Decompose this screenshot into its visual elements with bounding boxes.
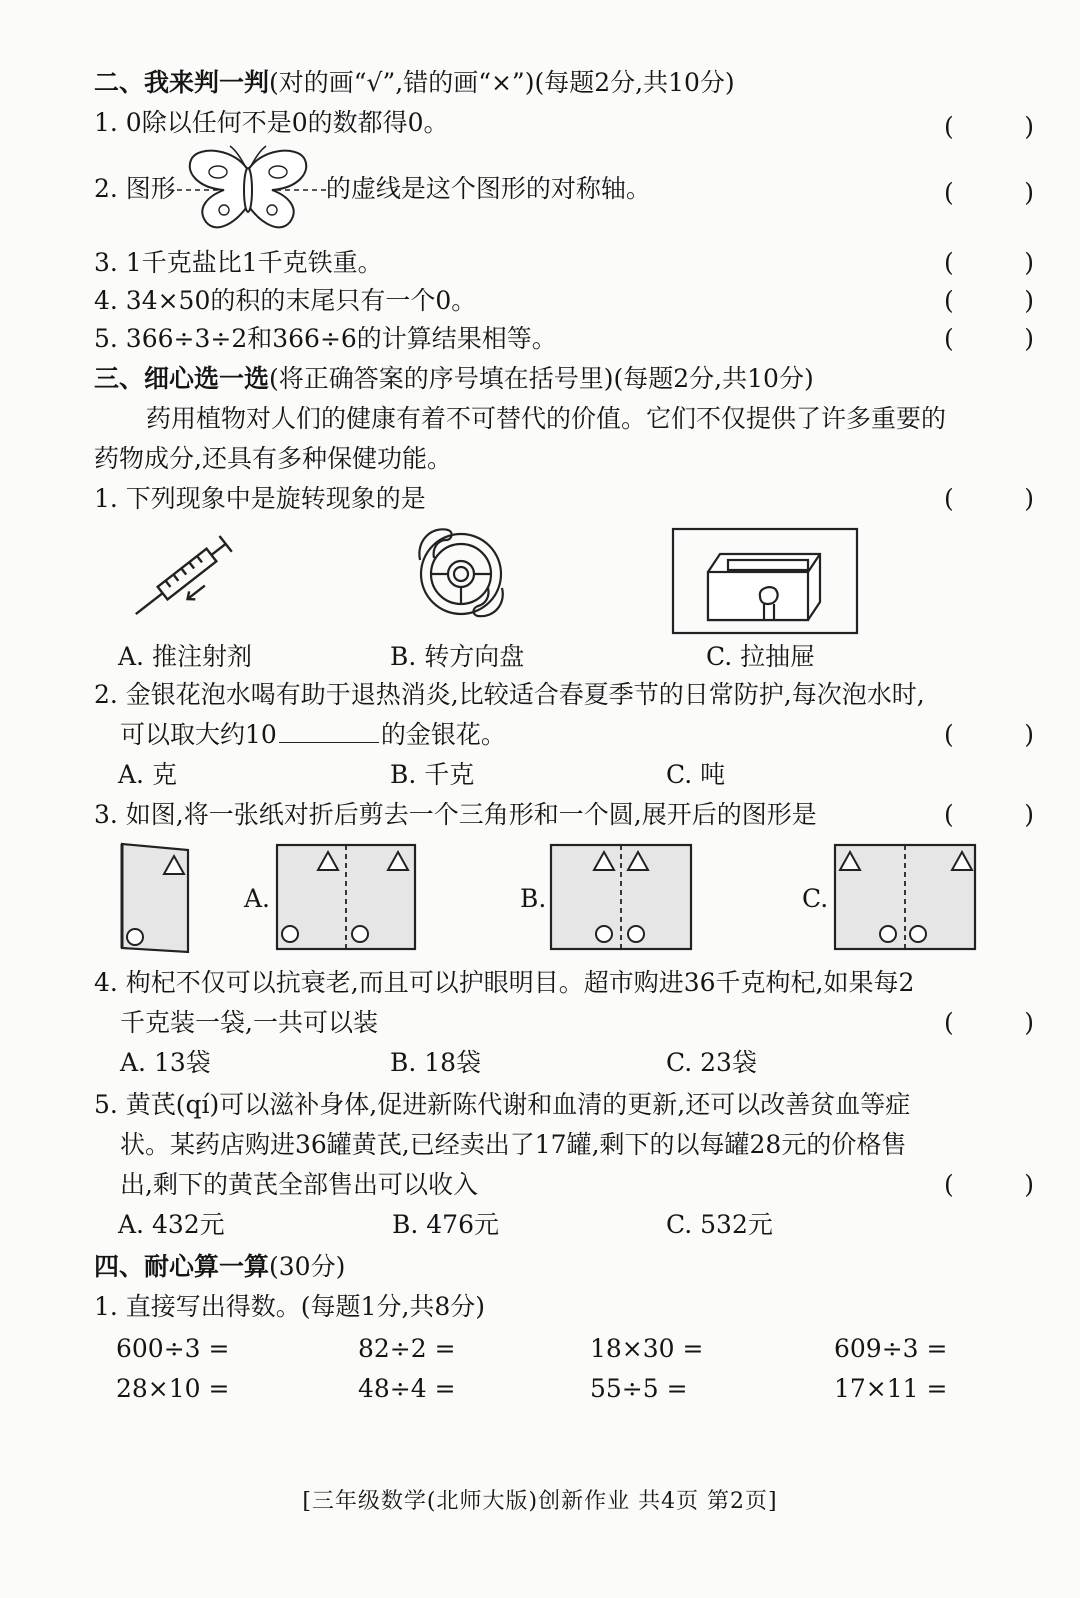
q4-option-c: C. 23袋: [666, 1048, 757, 1077]
answer-paren[interactable]: ( ): [944, 324, 1034, 353]
q2-option-b: B. 千克: [390, 760, 475, 789]
q1-option-b: B. 转方向盘: [390, 642, 525, 671]
section3-heading: 三、细心选一选(将正确答案的序号填在括号里)(每题2分,共10分): [94, 364, 814, 393]
page-footer: [三年级数学(北师大版)创新作业 共4页 第2页]: [302, 1489, 778, 1514]
intro-line2: 药物成分,还具有多种保健功能。: [94, 444, 452, 473]
judge-q2-post: 的虚线是这个图形的对称轴。: [325, 174, 651, 203]
q5-option-b: B. 476元: [392, 1210, 499, 1239]
judge-q2-pre: 2. 图形: [94, 174, 176, 203]
choice-q1: 1. 下列现象中是旋转现象的是: [94, 484, 426, 513]
calc-item: 17×11 =: [834, 1374, 948, 1403]
calc-item: 28×10 =: [116, 1374, 230, 1403]
q3-label-a: A.: [244, 884, 271, 913]
steering-wheel-icon: [406, 520, 516, 624]
choice-q5-line2: 状。某药店购进36罐黄芪,已经卖出了17罐,剩下的以每罐28元的价格售: [120, 1130, 907, 1159]
choice-q2-line2: 可以取大约10 的金银花。: [120, 720, 506, 749]
option-b-figure: [550, 844, 692, 950]
answer-paren[interactable]: ( ): [944, 178, 1034, 207]
q4-option-b: B. 18袋: [390, 1048, 482, 1077]
calc-item: 48÷4 =: [358, 1374, 456, 1403]
q4-option-a: A. 13袋: [120, 1048, 211, 1077]
q5-option-a: A. 432元: [118, 1210, 225, 1239]
q2-option-a: A. 克: [118, 760, 177, 789]
choice-q5-line3: 出,剩下的黄芪全部售出可以收入: [120, 1170, 478, 1199]
choice-q3: 3. 如图,将一张纸对折后剪去一个三角形和一个圆,展开后的图形是: [94, 800, 817, 829]
judge-q4: 4. 34×50的积的末尾只有一个0。: [94, 286, 477, 315]
intro-line1: 药用植物对人们的健康有着不可替代的价值。它们不仅提供了许多重要的: [146, 404, 947, 433]
folded-paper-figure: [118, 842, 192, 954]
q5-option-c: C. 532元: [666, 1210, 773, 1239]
answer-paren[interactable]: ( ): [944, 484, 1034, 513]
calc-item: 609÷3 =: [834, 1334, 948, 1363]
answer-paren[interactable]: ( ): [944, 112, 1034, 141]
judge-q1: 1. 0除以任何不是0的数都得0。: [94, 108, 449, 137]
answer-blank[interactable]: [279, 719, 379, 743]
answer-paren[interactable]: ( ): [944, 248, 1034, 277]
q1-option-a: A. 推注射剂: [118, 642, 252, 671]
section2-heading: 二、我来判一判(对的画“√”,错的画“×”)(每题2分,共10分): [94, 68, 735, 97]
answer-paren[interactable]: ( ): [944, 1170, 1034, 1199]
calc-item: 600÷3 =: [116, 1334, 230, 1363]
calc-item: 82÷2 =: [358, 1334, 456, 1363]
q3-label-b: B.: [520, 884, 547, 913]
calc-q1: 1. 直接写出得数。(每题1分,共8分): [94, 1292, 486, 1321]
answer-paren[interactable]: ( ): [944, 720, 1034, 749]
choice-q5-line1: 5. 黄芪(qí)可以滋补身体,促进新陈代谢和血清的更新,还可以改善贫血等症: [94, 1090, 911, 1119]
option-c-figure: [834, 844, 976, 950]
choice-q4-line2: 千克装一袋,一共可以装: [120, 1008, 378, 1037]
drawer-icon: [672, 528, 858, 636]
option-a-figure: [276, 844, 416, 950]
calc-item: 55÷5 =: [590, 1374, 688, 1403]
syringe-icon: [122, 520, 258, 626]
calc-item: 18×30 =: [590, 1334, 704, 1363]
choice-q2-line1: 2. 金银花泡水喝有助于退热消炎,比较适合春夏季节的日常防护,每次泡水时,: [94, 680, 925, 709]
section4-heading: 四、耐心算一算(30分): [94, 1252, 346, 1281]
q3-label-c: C.: [802, 884, 829, 913]
judge-q3: 3. 1千克盐比1千克铁重。: [94, 248, 383, 277]
choice-q4-line1: 4. 枸杞不仅可以抗衰老,而且可以护眼明目。超市购进36千克枸杞,如果每2: [94, 968, 915, 997]
answer-paren[interactable]: ( ): [944, 286, 1034, 315]
answer-paren[interactable]: ( ): [944, 1008, 1034, 1037]
butterfly-icon: [168, 142, 328, 234]
judge-q5: 5. 366÷3÷2和366÷6的计算结果相等。: [94, 324, 557, 353]
q1-option-c: C. 拉抽屉: [706, 642, 816, 671]
q2-option-c: C. 吨: [666, 760, 726, 789]
answer-paren[interactable]: ( ): [944, 800, 1034, 829]
